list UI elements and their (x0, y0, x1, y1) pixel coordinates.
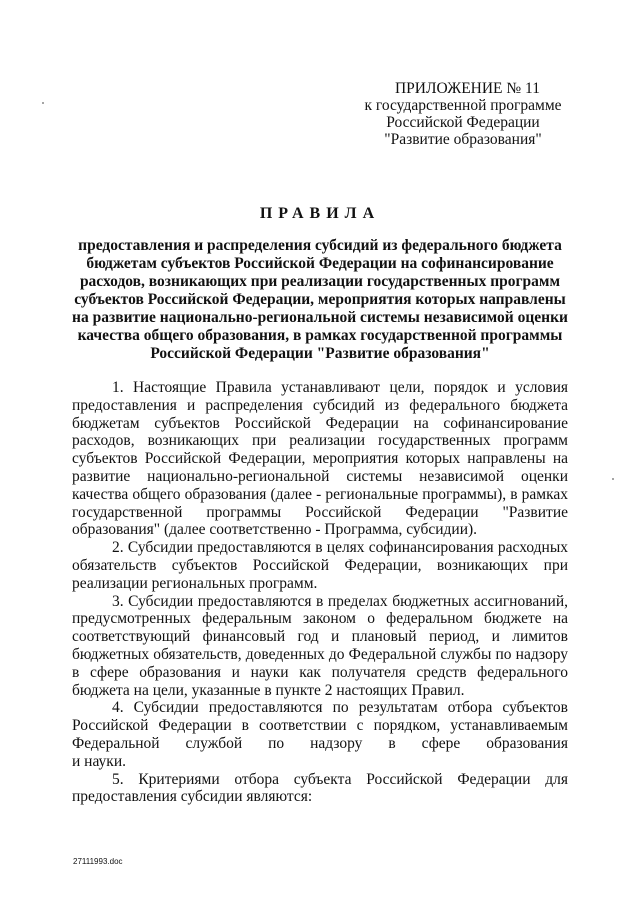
appendix-header (352, 80, 574, 148)
text-line: развитие национально-региональной системы независимой оценки (72, 467, 568, 485)
text-line: бюджетам субъектов Российской Федерации на софинансирование (72, 414, 568, 432)
text-line: образования" (далее соответственно - Программа, субсидии). (72, 521, 478, 539)
text-line: соответствующий финансовый год и плановый период, и лимитов (72, 628, 568, 646)
subtitle-line: на развитие национально-региональной системы независимой оценки (72, 309, 568, 326)
text-line: предусмотренных федеральным законом о федеральном бюджете на (72, 610, 568, 628)
text-line: 1. Настоящие Правила устанавливают цели, порядок и условия (112, 379, 568, 396)
text-line: 3. Субсидии предоставляются в пределах бюджетных ассигнований, (112, 592, 568, 610)
text-line: 4. Субсидии предоставляются по результатам отбора субъектов (112, 699, 568, 717)
text-line: государственной программы Российской Федерации "Развитие (72, 503, 568, 521)
subtitle-line: качества общего образования, в рамках государственной программы (77, 327, 563, 344)
scan-speck (42, 102, 44, 104)
subtitle-line: предоставления и распределения субсидий из федерального бюджета (78, 237, 562, 254)
text-line: в сфере образования и науки как получателя средств федерального (72, 663, 568, 681)
text-line: расходов, возникающих при реализации государственных программ (72, 432, 568, 450)
text-line: обязательств субъектов Российской Федерации, возникающих при (72, 556, 568, 574)
subtitle-line: бюджетам субъектов Российской Федерации на софинансирование (86, 255, 554, 272)
text-line: бюджета на цели, указанные в пункте 2 настоящих Правил. (72, 681, 465, 699)
text-line: реализации региональных программ. (72, 574, 318, 592)
paragraph-1 (72, 379, 568, 539)
document-title: ПРАВИЛА (259, 205, 381, 222)
document-body (72, 379, 568, 806)
text-line: субъектов Российской Федерации, мероприятия которых направлены на (72, 450, 568, 468)
appendix-number: ПРИЛОЖЕНИЕ № 11 (394, 80, 540, 97)
appendix-line: к государственной программе (364, 97, 562, 114)
paragraph-3 (72, 593, 568, 700)
text-line: Федеральной службой по надзору в сфере образования (72, 734, 568, 752)
document-subtitle (72, 237, 568, 363)
text-line: предоставления и распределения субсидий из федерального бюджета (72, 396, 568, 414)
text-line: Российской Федерации в соответствии с порядком, устанавливаемым (72, 717, 568, 735)
paragraph-4 (72, 699, 568, 770)
paragraph-5 (72, 771, 568, 807)
file-name-footer: 27111993.doc (73, 857, 123, 866)
appendix-line: "Развитие образования" (384, 131, 542, 148)
text-line: и науки. (72, 752, 127, 770)
text-line: 5. Критериями отбора субъекта Российской Федерации для (112, 770, 568, 788)
paragraph-2 (72, 539, 568, 592)
text-line: предоставления субсидии являются: (72, 788, 313, 806)
subtitle-line: Российской Федерации "Развитие образования" (150, 345, 490, 362)
text-line: качества общего образования (далее - региональные программы), в рамках (72, 485, 568, 503)
scan-speck (612, 478, 614, 480)
text-line: 2. Субсидии предоставляются в целях софинансирования расходных (112, 539, 568, 557)
text-line: бюджетных обязательств, доведенных до Федеральной службы по надзору (72, 645, 568, 663)
appendix-line: Российской Федерации (386, 114, 540, 131)
subtitle-line: расходов, возникающих при реализации государственных программ (79, 273, 561, 290)
subtitle-line: субъектов Российской Федерации, мероприятия которых направлены (74, 291, 566, 308)
